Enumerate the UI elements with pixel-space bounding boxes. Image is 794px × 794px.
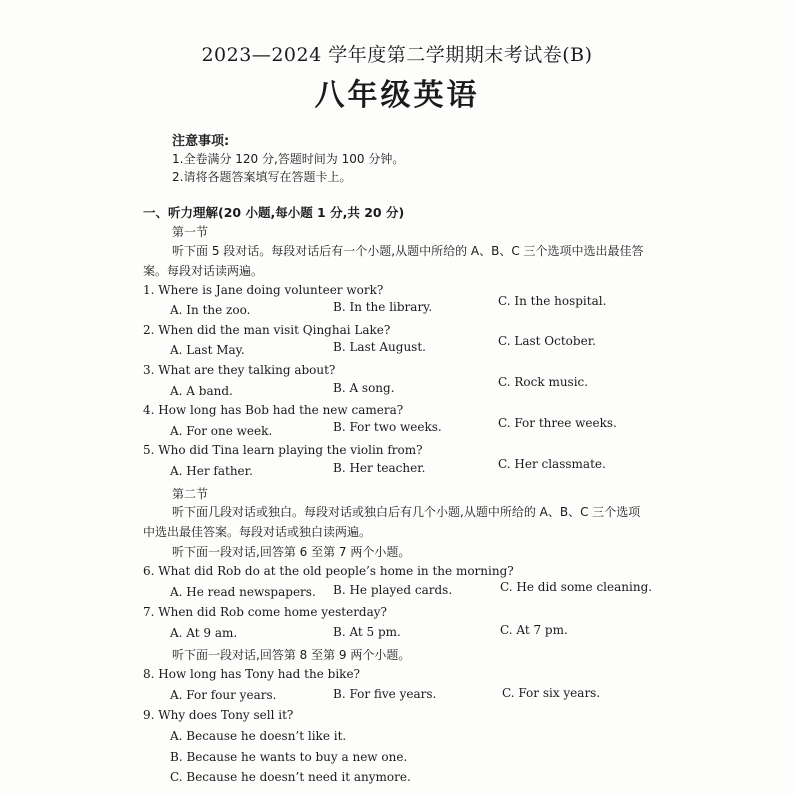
question-4-stem: 4. How long has Bob had the new camera? [143,403,404,417]
question-5-option-a: A. Her father. [170,464,253,478]
question-8-option-a: A. For four years. [170,688,277,702]
part2-instruction-line2: 中选出最佳答案。每段对话或独白读两遍。 [143,525,372,539]
question-8-option-b: B. For five years. [333,687,437,701]
question-4-option-c: C. For three weeks. [498,416,617,430]
question-3-option-a: A. A band. [170,384,233,398]
exam-subtitle: 八年级英语 [314,78,480,113]
part2-sub-instruction-1: 听下面一段对话,回答第 6 至第 7 两个小题。 [172,545,411,559]
question-1-option-a: A. In the zoo. [170,303,251,317]
question-5-option-b: B. Her teacher. [333,461,426,475]
question-6-option-c: C. He did some cleaning. [500,580,653,594]
question-6-option-a: A. He read newspapers. [170,585,316,599]
question-8-stem: 8. How long has Tony had the bike? [143,667,360,681]
question-3-option-c: C. Rock music. [498,375,589,389]
section-heading: 一、听力理解(20 小题,每小题 1 分,共 20 分) [143,205,405,220]
part1-label: 第一节 [172,225,209,239]
question-3-stem: 3. What are they talking about? [143,363,336,377]
part1-instruction-line1: 听下面 5 段对话。每段对话后有一个小题,从题中所给的 A、B、C 三个选项中选出最佳答 [172,244,644,258]
question-1-stem: 1. Where is Jane doing volunteer work? [143,283,384,297]
part2-instruction-line1: 听下面几段对话或独白。每段对话或独白后有几个小题,从题中所给的 A、B、C 三个选项 [172,505,641,519]
notice-item-2: 2.请将各题答案填写在答题卡上。 [172,170,352,184]
question-6-option-b: B. He played cards. [333,583,453,597]
question-9-stem: 9. Why does Tony sell it? [143,708,294,722]
question-2-option-c: C. Last October. [498,334,596,348]
question-4-option-a: A. For one week. [170,424,273,438]
question-7-option-c: C. At 7 pm. [500,623,568,637]
question-7-stem: 7. When did Rob come home yesterday? [143,605,387,619]
question-1-option-c: C. In the hospital. [498,294,607,308]
question-2-option-b: B. Last August. [333,340,426,354]
question-9-option-c: C. Because he doesn’t need it anymore. [170,770,411,784]
part1-instruction-line2: 案。每段对话读两遍。 [143,264,264,278]
question-9-option-a: A. Because he doesn’t like it. [170,729,347,743]
notice-item-1: 1.全卷满分 120 分,答题时间为 100 分钟。 [172,152,405,166]
question-5-stem: 5. Who did Tina learn playing the violin from? [143,443,423,457]
question-3-option-b: B. A song. [333,381,395,395]
notice-heading: 注意事项: [172,134,230,149]
question-9-option-b: B. Because he wants to buy a new one. [170,750,408,764]
question-2-stem: 2. When did the man visit Qinghai Lake? [143,323,391,337]
part2-sub-instruction-2: 听下面一段对话,回答第 8 至第 9 两个小题。 [172,648,411,662]
exam-title: 2023—2024 学年度第二学期期末考试卷(B) [201,44,593,66]
question-6-stem: 6. What did Rob do at the old people’s home in the morning? [143,564,514,578]
question-1-option-b: B. In the library. [333,300,433,314]
question-8-option-c: C. For six years. [502,686,601,700]
question-7-option-a: A. At 9 am. [170,626,238,640]
question-2-option-a: A. Last May. [170,343,245,357]
question-7-option-b: B. At 5 pm. [333,625,401,639]
part2-label: 第二节 [172,487,209,501]
question-5-option-c: C. Her classmate. [498,457,606,471]
question-4-option-b: B. For two weeks. [333,420,442,434]
